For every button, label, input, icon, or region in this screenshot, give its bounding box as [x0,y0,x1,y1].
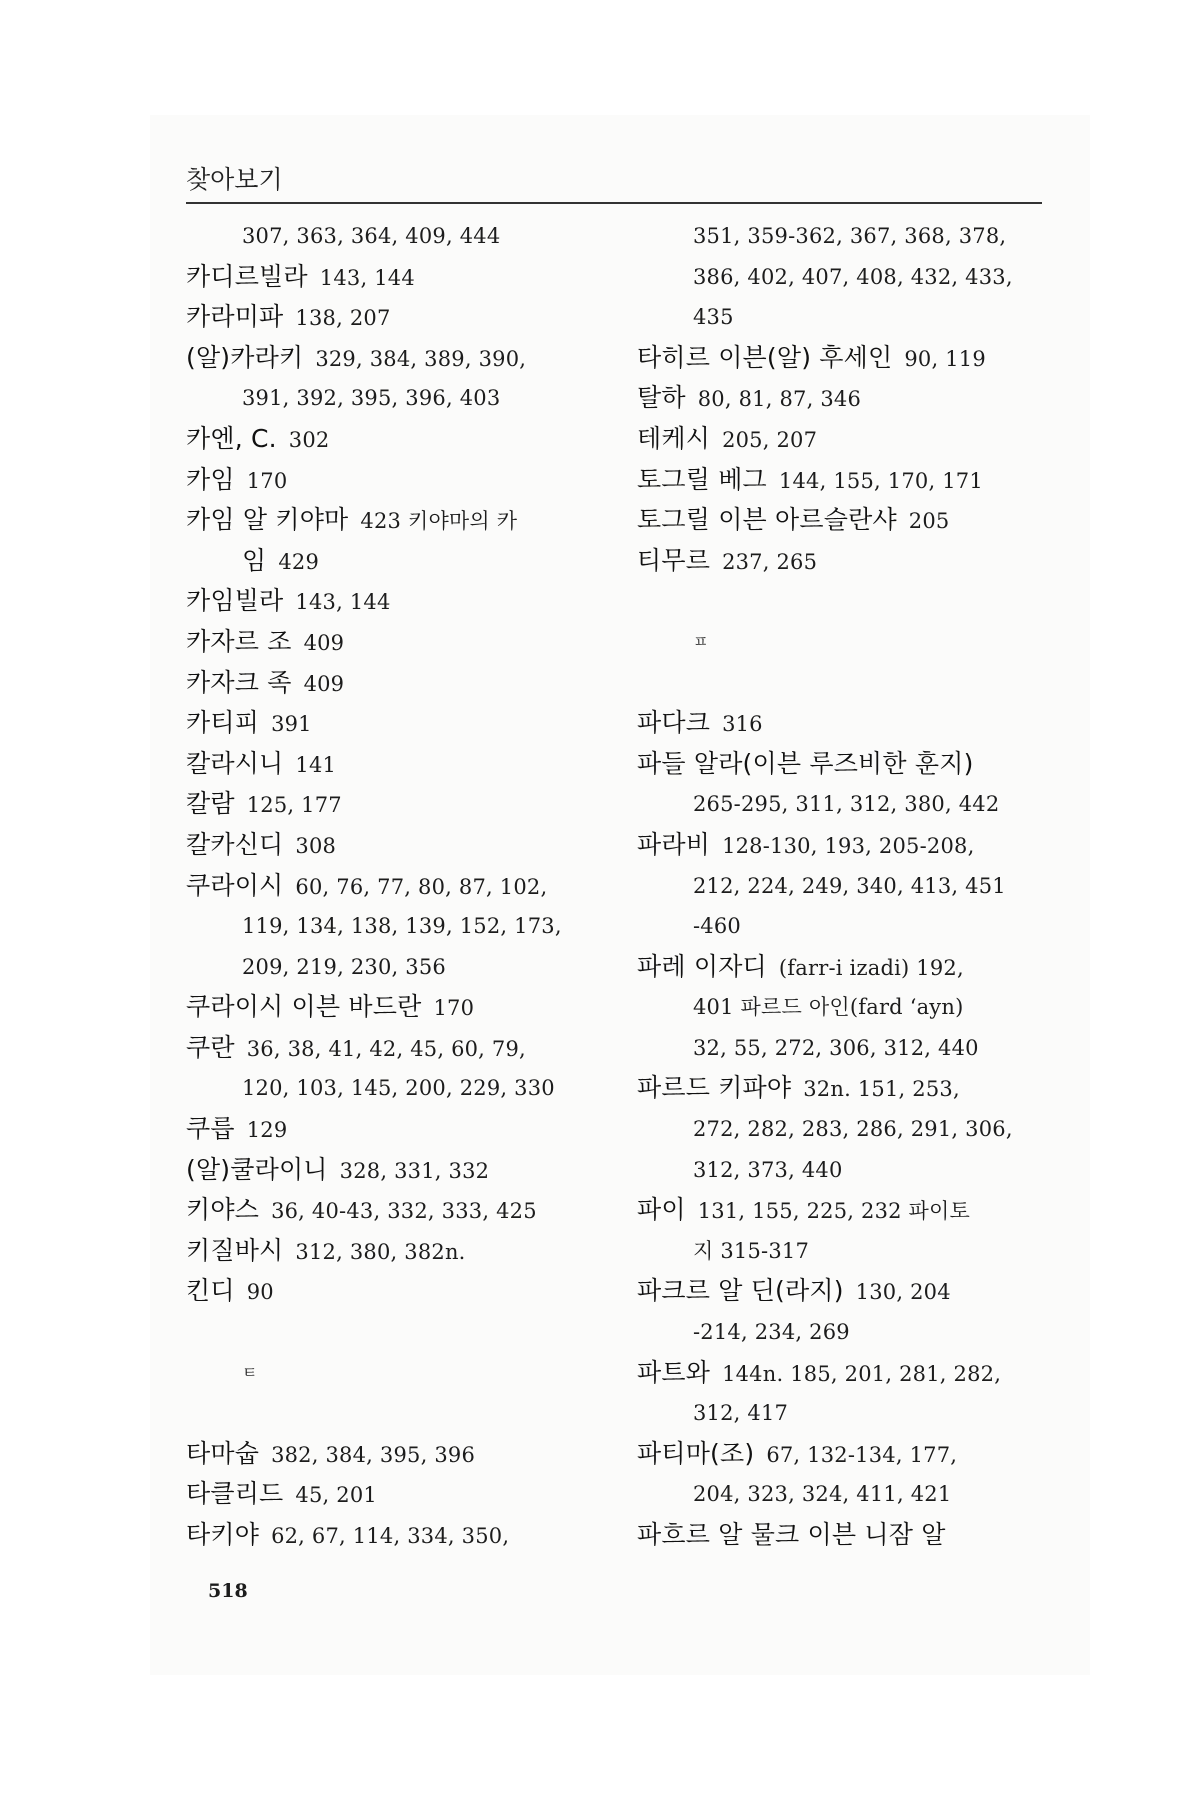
index-continuation [186,541,611,582]
index-term: 파크르 알 딘(라지) [637,1276,844,1306]
index-column-right [637,216,1062,1556]
page-refs: 312, 380, 382n. [295,1239,466,1264]
index-term: 파레 이자디 [637,951,767,981]
index-term: 키질바시 [186,1235,284,1265]
page-refs: 312, 373, 440 [693,1157,843,1182]
index-term: 카임빌라 [186,586,284,616]
index-entry [186,257,611,298]
page-refs: 138, 207 [295,306,391,331]
index-term: 타히르 이븐(알) 후세인 [637,342,893,372]
index-entry [186,419,611,460]
page-refs: 209, 219, 230, 356 [242,954,446,979]
index-term: 쿠라이시 이븐 바드란 [186,992,422,1022]
index-term: 티무르 [637,545,711,575]
index-term: 파티마(조) [637,1438,755,1468]
index-entry [637,1271,1062,1312]
page-refs: 지 315-317 [693,1238,810,1263]
page-refs: 90 [246,1280,274,1305]
page-refs: 391, 392, 395, 396, 403 [242,386,501,411]
page-refs: 302 [288,427,330,452]
page-refs: 237, 265 [722,549,818,574]
index-entry [637,825,1062,866]
index-entry [637,703,1062,744]
page-refs: 36, 40-43, 332, 333, 425 [271,1199,537,1224]
page-refs: 409 [303,630,345,655]
page-refs: 329, 384, 389, 390, [315,346,527,371]
index-entry [186,338,611,379]
page-refs: 316 [722,712,763,737]
index-entry [186,1474,611,1515]
index-entry [186,703,611,744]
index-entry [637,1434,1062,1475]
page-refs: 205, 207 [722,427,818,452]
index-term: 쿠릅 [186,1114,235,1144]
page-refs: 130, 204 [855,1280,951,1305]
index-continuation [186,378,611,419]
index-term: 임 [242,545,267,575]
index-entry [186,825,611,866]
page-refs: 32n. 151, 253, [803,1077,960,1102]
page-refs: 351, 359-362, 367, 368, 378, [693,224,1007,248]
page-refs: 144n. 185, 201, 281, 282, [722,1361,1002,1386]
page-refs: 170 [433,996,475,1021]
page-refs: 308 [295,833,337,858]
page-refs: 143, 144 [295,590,391,615]
index-term: 킨디 [186,1276,235,1306]
section-heading: ㅌ [242,1362,258,1382]
page-refs: 128-130, 193, 205-208, [722,833,975,858]
index-entry [637,744,1062,785]
blank-line [637,663,1062,704]
page-refs: 409 [303,671,345,696]
index-entry [186,460,611,501]
index-term: 타마숩 [186,1438,260,1468]
page-refs: 144, 155, 170, 171 [778,468,983,493]
blank-line [637,581,1062,622]
page-number: 518 [208,1580,248,1602]
page-refs: 205 [908,509,950,534]
index-term: 키야스 [186,1195,260,1225]
page-refs: 212, 224, 249, 340, 413, 451 [693,873,1006,898]
page-refs: 80, 81, 87, 346 [697,387,862,412]
index-entry [637,947,1062,988]
header-rule [186,202,1042,204]
index-continuation [637,216,1062,257]
index-entry [186,987,611,1028]
index-term: 카티피 [186,708,260,738]
page-refs: -460 [693,914,741,939]
page-refs: 32, 55, 272, 306, 312, 440 [693,1035,979,1060]
index-term: (알)카라키 [186,342,304,372]
running-head: 찾아보기 [186,165,283,194]
index-entry [186,866,611,907]
index-entry [186,1434,611,1475]
index-term: 탈하 [637,383,686,413]
page-refs: 141 [295,752,337,777]
page-refs: 125, 177 [246,793,342,818]
page-refs: (farr-i izadi) 192, [778,955,964,980]
index-entry [186,622,611,663]
page-refs: -214, 234, 269 [693,1320,850,1345]
page-refs: 429 [278,549,320,574]
page-refs: 45, 201 [295,1483,377,1508]
index-continuation [637,1312,1062,1353]
index-term: 카디르빌라 [186,261,308,291]
index-term: 칼라시니 [186,748,284,778]
index-term: 쿠라이시 [186,870,284,900]
section-heading: ㅍ [693,631,709,651]
index-entry [637,378,1062,419]
index-continuation [637,1109,1062,1150]
index-entry [637,1190,1062,1231]
page-refs: 120, 103, 145, 200, 229, 330 [242,1076,555,1101]
index-term: 테케시 [637,423,711,453]
page-refs: 143, 144 [319,265,415,290]
index-entry [186,744,611,785]
index-term: 타클리드 [186,1479,284,1509]
page-refs: 401 파르드 아인(fard ‘ayn) [693,995,964,1020]
index-term: 타키야 [186,1520,260,1549]
index-term: 파다크 [637,708,711,738]
index-entry [637,419,1062,460]
index-entry [186,1271,611,1312]
page-refs: 265-295, 311, 312, 380, 442 [693,792,1000,817]
index-continuation [637,1231,1062,1272]
index-term: 파르드 키파야 [637,1073,792,1103]
index-entry [186,1150,611,1191]
index-term: 파이 [637,1195,686,1225]
index-continuation [637,1474,1062,1515]
index-continuation [637,866,1062,907]
index-continuation [637,257,1062,298]
index-continuation [186,216,611,257]
index-term: 카임 알 키야마 [186,505,349,535]
index-term: (알)쿨라이니 [186,1154,328,1184]
index-entry [186,1515,611,1556]
blank-line [186,1312,611,1353]
index-entry [186,297,611,338]
index-column-left [186,216,611,1556]
page-refs: 204, 323, 324, 411, 421 [693,1482,952,1507]
page-refs: 36, 38, 41, 42, 45, 60, 79, [246,1036,526,1061]
page-refs: 129 [246,1118,288,1143]
page-refs: 328, 331, 332 [339,1158,490,1183]
index-entry [186,1231,611,1272]
index-entry [637,338,1062,379]
index-term: 카자크 족 [186,667,292,697]
page-refs: 272, 282, 283, 286, 291, 306, [693,1117,1013,1142]
page-refs: 67, 132-134, 177, [766,1442,958,1467]
index-entry [186,1109,611,1150]
page-refs: 119, 134, 138, 139, 152, 173, [242,914,562,939]
index-term: 카임 [186,464,235,494]
index-continuation [186,947,611,988]
index-continuation [637,906,1062,947]
page-refs: 90, 119 [904,346,986,371]
index-entry [186,500,611,541]
page-refs: 386, 402, 407, 408, 432, 433, [693,264,1013,289]
index-continuation [637,987,1062,1028]
index-term: 파라비 [637,829,711,859]
index-continuation [186,1068,611,1109]
index-term: 토그릴 이븐 아르슬란샤 [637,505,897,535]
index-entry [637,541,1062,582]
page-refs: 131, 155, 225, 232 파이토 [697,1199,971,1224]
index-entry [637,1068,1062,1109]
page-refs: 307, 363, 364, 409, 444 [242,224,501,248]
index-term: 쿠란 [186,1032,235,1062]
index-continuation [637,297,1062,338]
index-continuation [637,784,1062,825]
index-term: 카자르 조 [186,626,292,656]
page-refs: 382, 384, 395, 396 [271,1442,476,1467]
index-term: 카엔, C. [186,423,277,453]
index-entry [186,663,611,704]
page-refs: 60, 76, 77, 80, 87, 102, [295,874,548,899]
index-entry [637,460,1062,501]
index-entry [637,1353,1062,1394]
index-term: 토그릴 베그 [637,464,767,494]
blank-line [186,1393,611,1434]
index-term: 파흐르 알 물크 이븐 니잠 알 [637,1520,946,1549]
page-refs: 312, 417 [693,1401,789,1426]
index-term: 파트와 [637,1357,711,1387]
index-continuation [637,1150,1062,1191]
index-term: 카라미파 [186,302,284,332]
page-refs: 170 [246,468,288,493]
index-entry [186,784,611,825]
index-entry [637,1515,1062,1556]
index-entry [637,500,1062,541]
index-entry [186,581,611,622]
index-continuation [637,1028,1062,1069]
index-term: 파들 알라(이븐 루즈비한 훈지) [637,748,974,778]
index-term: 칼람 [186,789,235,819]
index-continuation [186,906,611,947]
page-refs: 62, 67, 114, 334, 350, [271,1524,510,1548]
index-entry [186,1028,611,1069]
page-refs: 423 키야마의 카 [360,509,518,534]
page-refs: 435 [693,305,734,330]
page-refs: 391 [271,712,312,737]
index-entry [186,1190,611,1231]
index-continuation [637,1393,1062,1434]
index-term: 칼카신디 [186,829,284,859]
